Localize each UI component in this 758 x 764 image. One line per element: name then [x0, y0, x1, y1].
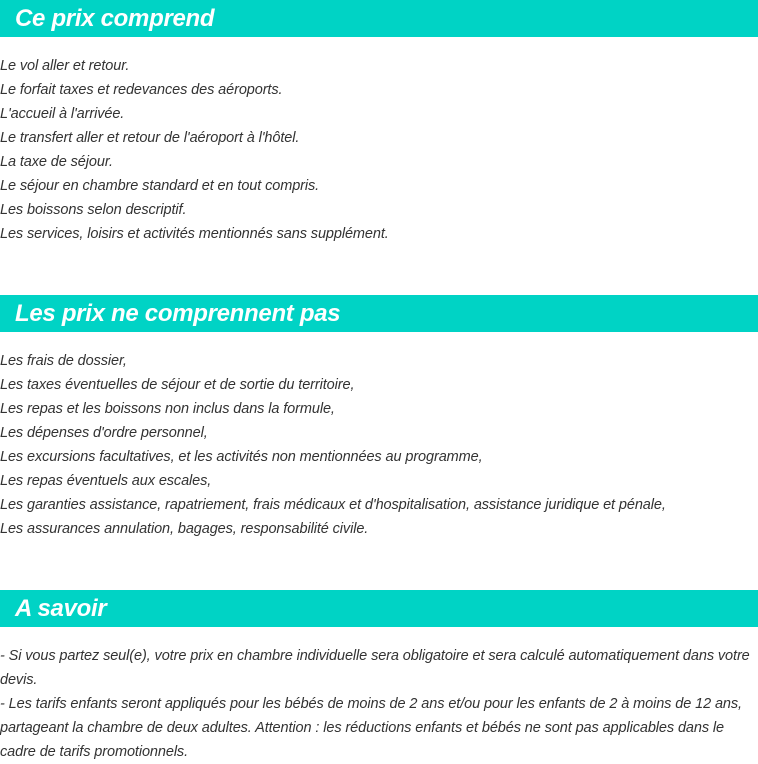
section-title-included: Ce prix comprend: [15, 5, 215, 32]
list-item: Les assurances annulation, bagages, responsabilité civile.: [0, 521, 369, 537]
list-item: L'accueil à l'arrivée.: [0, 106, 125, 122]
list-item: Les repas éventuels aux escales,: [0, 473, 212, 489]
list-item: Les services, loisirs et activités mentionnés sans supplément.: [0, 226, 389, 242]
list-item: Le vol aller et retour.: [0, 58, 130, 74]
list-item: Les garanties assistance, rapatriement, frais médicaux et d'hospitalisation, assistance juridique et pénale,: [0, 497, 666, 513]
section-header-excluded: [0, 295, 758, 332]
list-item: Les frais de dossier,: [0, 353, 127, 369]
excluded-list: [0, 349, 758, 541]
list-item: Les taxes éventuelles de séjour et de sortie du territoire,: [0, 377, 355, 393]
info-notes: [0, 644, 752, 764]
section-title-excluded: Les prix ne comprennent pas: [15, 300, 341, 327]
section-header-included: [0, 0, 758, 37]
list-item: Le transfert aller et retour de l'aéroport à l'hôtel.: [0, 130, 300, 146]
list-item: Le forfait taxes et redevances des aéroports.: [0, 82, 283, 98]
list-item: Les excursions facultatives, et les activités non mentionnées au programme,: [0, 449, 483, 465]
section-title-info: A savoir: [15, 595, 107, 622]
list-item: La taxe de séjour.: [0, 154, 113, 170]
included-list: [0, 54, 758, 246]
note-item: - Les tarifs enfants seront appliqués pour les bébés de moins de 2 ans et/ou pour les enfants de 2 à moins de 12 ans, partageant la chambre de deux adultes. Attention : les réductions enfants et bébés ne sont pas applicables dans le cadre de tarifs promotionnels.: [0, 696, 742, 760]
list-item: Le séjour en chambre standard et en tout compris.: [0, 178, 320, 194]
section-header-info: [0, 590, 758, 627]
list-item: Les boissons selon descriptif.: [0, 202, 187, 218]
note-item: - Si vous partez seul(e), votre prix en chambre individuelle sera obligatoire et sera calculé automatiquement dans votre devis.: [0, 648, 750, 688]
list-item: Les dépenses d'ordre personnel,: [0, 425, 208, 441]
list-item: Les repas et les boissons non inclus dans la formule,: [0, 401, 335, 417]
